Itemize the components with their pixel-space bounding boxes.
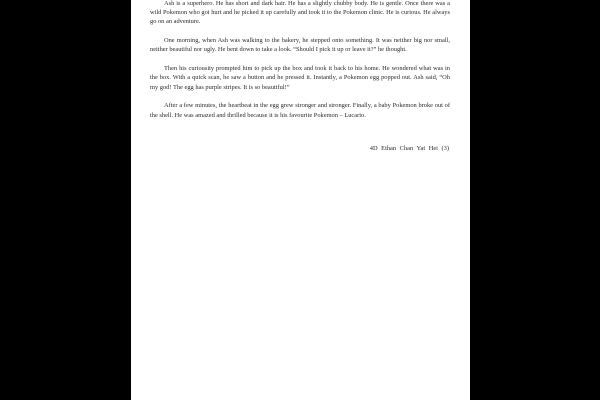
document-page (131, 0, 470, 400)
paragraph-2: One morning, when Ash was walking to the bakery, he stepped onto something. It was neither big nor small, neither beautiful nor ugly. He bent down to take a look. “Should I pick it up or leave it?” he thought. (150, 37, 450, 54)
author-signature: 4D Ethan Chan Yat Hei (3) (369, 145, 449, 152)
story-body (150, 0, 450, 129)
paragraph-1: Ash is a superhero. He has short and dark hair. He has a slightly chubby body. He is gentle. Once there was a wild Pokemon who got hurt and he picked it up carefully and took it to the Pokemon clinic. He is curious. He always go on an adventure. (150, 0, 450, 26)
paragraph-3: Then his curiousity prompted him to pick up the box and took it back to his home. He wondered what was in the box. With a quick scan, he saw a button and he pressed it. Instantly, a Pokemon egg popped out. Ash said, “Oh my god! The egg has purple stripes. It is so beautiful!” (150, 65, 450, 91)
paragraph-4: After a few minutes, the heartbeat in the egg grew stronger and stronger. Finally, a baby Pokemon broke out of the shell. He was amazed and thrilled because it is his favourite Pokemon – Lucario. (150, 102, 450, 119)
